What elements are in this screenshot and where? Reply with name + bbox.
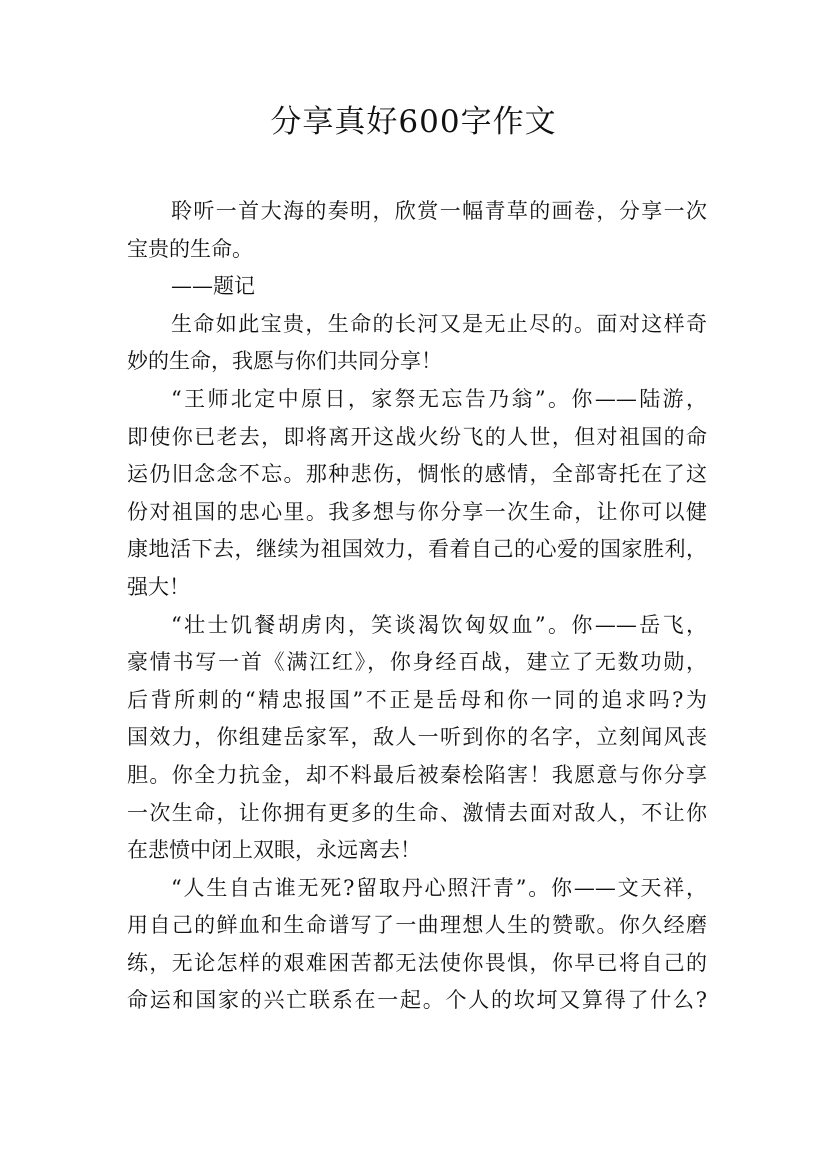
text-line: 运仍旧念念不忘。那种悲伤，惆怅的感情，全部寄托在了这 xyxy=(127,462,707,487)
text-line: 国效力，你组建岳家军，敌人一听到你的名字，立刻闻风丧 xyxy=(127,725,707,750)
text-line: 豪情书写一首《满江红》，你身经百战，建立了无数功勋， xyxy=(127,650,707,675)
text-line: 生命如此宝贵，生命的长河又是无止尽的。面对这样奇 xyxy=(171,311,707,336)
text-line: 后背所刺的“精忠报国”不正是岳母和你一同的追求吗?为 xyxy=(127,687,707,712)
text-line: “人生自古谁无死?留取丹心照汗青”。你——文天祥， xyxy=(171,875,707,900)
text-line: 一次生命，让你拥有更多的生命、激情去面对敌人，不让你 xyxy=(127,800,707,825)
text-line: 妙的生命，我愿与你们共同分享！ xyxy=(127,349,442,374)
text-line: 聆听一首大海的奏明，欣赏一幅青草的画卷，分享一次 xyxy=(171,199,707,223)
text-line: 在悲愤中闭上双眼，永远离去！ xyxy=(127,838,421,863)
text-line: 胆。你全力抗金，却不料最后被秦桧陷害！我愿意与你分享 xyxy=(127,762,707,787)
text-line: 练，无论怎样的艰难困苦都无法使你畏惧，你早已将自己的 xyxy=(127,950,707,975)
text-line: ——题记 xyxy=(171,274,255,299)
document-body xyxy=(127,193,707,1020)
document-title: 分享真好600字作文 xyxy=(270,104,557,140)
text-line: “王师北定中原日，家祭无忘告乃翁”。你——陆游， xyxy=(171,386,707,411)
text-line: 即使你已老去，即将离开这战火纷飞的人世，但对祖国的命 xyxy=(127,424,707,449)
text-line: 份对祖国的忠心里。我多想与你分享一次生命，让你可以健 xyxy=(127,499,707,524)
text-line: 康地活下去，继续为祖国效力，看着自己的心爱的国家胜利， xyxy=(127,537,707,562)
text-line: 强大！ xyxy=(127,574,190,599)
text-line: “壮士饥餐胡虏肉，笑谈渴饮匈奴血”。你——岳飞， xyxy=(171,612,707,637)
text-line: 宝贵的生命。 xyxy=(127,236,253,261)
text-line: 用自己的鲜血和生命谱写了一曲理想人生的赞歌。你久经磨 xyxy=(127,913,707,938)
text-line: 命运和国家的兴亡联系在一起。个人的坎坷又算得了什么? xyxy=(127,988,707,1013)
